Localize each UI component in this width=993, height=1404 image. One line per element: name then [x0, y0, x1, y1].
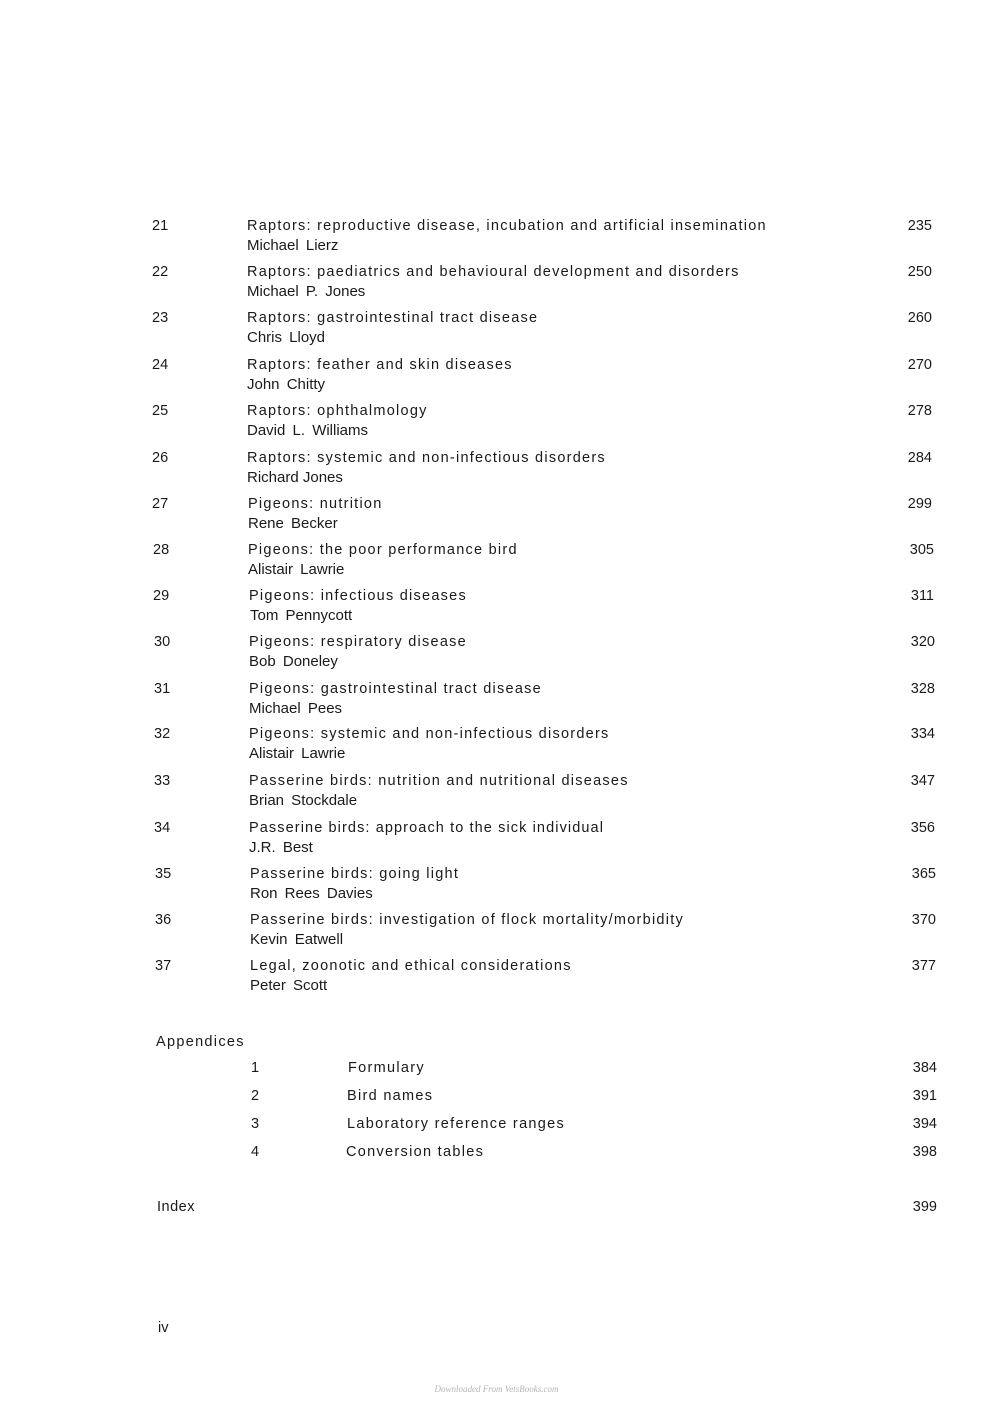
- chapter-author: Chris Lloyd: [247, 329, 326, 346]
- chapter-page: 328: [910, 681, 935, 697]
- chapter-page: 284: [907, 450, 932, 466]
- appendix-title: Conversion tables: [346, 1144, 485, 1160]
- appendix-number: 4: [251, 1144, 260, 1160]
- index-page: 399: [912, 1199, 937, 1215]
- chapter-number: 33: [154, 773, 171, 789]
- chapter-page: 377: [911, 958, 936, 974]
- chapter-number: 27: [152, 496, 169, 512]
- appendix-page: 384: [912, 1060, 937, 1076]
- toc-entry: [0, 540, 993, 586]
- chapter-number: 23: [152, 310, 169, 326]
- chapter-number: 35: [155, 866, 172, 882]
- chapter-number: 32: [154, 726, 171, 742]
- toc-entry: [0, 910, 993, 956]
- toc-entry: [0, 586, 993, 632]
- chapter-author: Tom Pennycott: [250, 607, 353, 624]
- chapter-number: 21: [152, 218, 169, 234]
- chapter-author: David L. Williams: [247, 422, 369, 439]
- toc-entry: [0, 216, 993, 262]
- chapter-title: Legal, zoonotic and ethical considerations: [250, 958, 572, 974]
- toc-entry: [0, 448, 993, 494]
- toc-entry: [0, 818, 993, 864]
- chapter-author: Peter Scott: [250, 977, 328, 994]
- appendix-page: 394: [912, 1116, 937, 1132]
- toc-entry: [0, 771, 993, 817]
- page-folio: iv: [158, 1320, 169, 1336]
- toc-entry: [0, 632, 993, 678]
- chapter-number: 31: [154, 681, 171, 697]
- chapter-title: Raptors: gastrointestinal tract disease: [247, 310, 539, 326]
- toc-entry: [0, 494, 993, 540]
- chapter-page: 235: [907, 218, 932, 234]
- toc-entry: [0, 864, 993, 910]
- appendix-title: Bird names: [347, 1088, 434, 1104]
- chapter-number: 29: [153, 588, 170, 604]
- chapter-author: Alistair Lawrie: [249, 745, 346, 762]
- chapter-author: Michael Lierz: [247, 237, 339, 254]
- chapter-page: 334: [910, 726, 935, 742]
- chapter-author: Kevin Eatwell: [250, 931, 344, 948]
- chapter-page: 356: [910, 820, 935, 836]
- chapter-number: 25: [152, 403, 169, 419]
- index-label: Index: [157, 1199, 195, 1215]
- chapter-author: Brian Stockdale: [249, 792, 358, 809]
- toc-entry: [0, 401, 993, 447]
- chapter-author: Richard Jones: [247, 469, 343, 486]
- chapter-author: Ron Rees Davies: [250, 885, 373, 902]
- chapter-page: 299: [907, 496, 932, 512]
- appendix-number: 3: [251, 1116, 260, 1132]
- chapter-author: Alistair Lawrie: [248, 561, 345, 578]
- chapter-page: 305: [909, 542, 934, 558]
- chapter-title: Raptors: systemic and non-infectious disorders: [247, 450, 606, 466]
- chapter-title: Passerine birds: going light: [250, 866, 460, 882]
- chapter-author: John Chitty: [247, 376, 326, 393]
- chapter-author: Rene Becker: [248, 515, 338, 532]
- chapter-number: 26: [152, 450, 169, 466]
- toc-entry: [0, 956, 993, 1002]
- chapter-title: Passerine birds: approach to the sick individual: [249, 820, 605, 836]
- chapter-number: 24: [152, 357, 169, 373]
- appendix-title: Laboratory reference ranges: [347, 1116, 566, 1132]
- chapter-title: Raptors: feather and skin diseases: [247, 357, 513, 373]
- chapter-title: Pigeons: infectious diseases: [249, 588, 467, 604]
- chapter-page: 365: [911, 866, 936, 882]
- toc-entry: [0, 355, 993, 401]
- chapter-title: Pigeons: the poor performance bird: [248, 542, 518, 558]
- toc-entry: [0, 724, 993, 770]
- chapter-number: 30: [154, 634, 171, 650]
- index-entry: [0, 1197, 993, 1219]
- appendix-title: Formulary: [348, 1060, 425, 1076]
- appendix-page: 391: [912, 1088, 937, 1104]
- chapter-title: Pigeons: systemic and non-infectious disorders: [249, 726, 610, 742]
- toc-entry: [0, 308, 993, 354]
- chapter-number: 36: [155, 912, 172, 928]
- chapter-page: 320: [910, 634, 935, 650]
- chapter-page: 260: [907, 310, 932, 326]
- chapter-number: 34: [154, 820, 171, 836]
- chapter-number: 28: [153, 542, 170, 558]
- download-watermark: Downloaded From VetsBooks.com: [434, 1384, 559, 1394]
- chapter-page: 347: [910, 773, 935, 789]
- chapter-page: 370: [911, 912, 936, 928]
- appendix-entry: [0, 1058, 993, 1082]
- chapter-title: Passerine birds: nutrition and nutritional diseases: [249, 773, 629, 789]
- chapter-number: 37: [155, 958, 172, 974]
- appendix-page: 398: [912, 1144, 937, 1160]
- appendix-entry: [0, 1142, 993, 1166]
- chapter-title: Pigeons: gastrointestinal tract disease: [249, 681, 542, 697]
- chapter-title: Raptors: paediatrics and behavioural development and disorders: [247, 264, 740, 280]
- toc-entry: [0, 679, 993, 725]
- chapter-page: 311: [910, 588, 934, 604]
- chapter-page: 270: [907, 357, 932, 373]
- appendix-entry: [0, 1114, 993, 1138]
- appendices-heading: Appendices: [156, 1034, 245, 1050]
- appendix-number: 2: [251, 1088, 260, 1104]
- toc-entry: [0, 262, 993, 308]
- chapter-title: Passerine birds: investigation of flock mortality/morbidity: [250, 912, 684, 928]
- chapter-title: Pigeons: nutrition: [248, 496, 383, 512]
- chapter-author: Michael Pees: [249, 700, 343, 717]
- chapter-title: Raptors: reproductive disease, incubation and artificial insemination: [247, 218, 767, 234]
- appendix-number: 1: [251, 1060, 260, 1076]
- chapter-number: 22: [152, 264, 169, 280]
- appendix-entry: [0, 1086, 993, 1110]
- chapter-author: J.R. Best: [249, 839, 313, 856]
- chapter-title: Pigeons: respiratory disease: [249, 634, 467, 650]
- chapter-page: 278: [907, 403, 932, 419]
- chapter-author: Michael P. Jones: [247, 283, 366, 300]
- chapter-page: 250: [907, 264, 932, 280]
- chapter-author: Bob Doneley: [249, 653, 338, 670]
- chapter-title: Raptors: ophthalmology: [247, 403, 428, 419]
